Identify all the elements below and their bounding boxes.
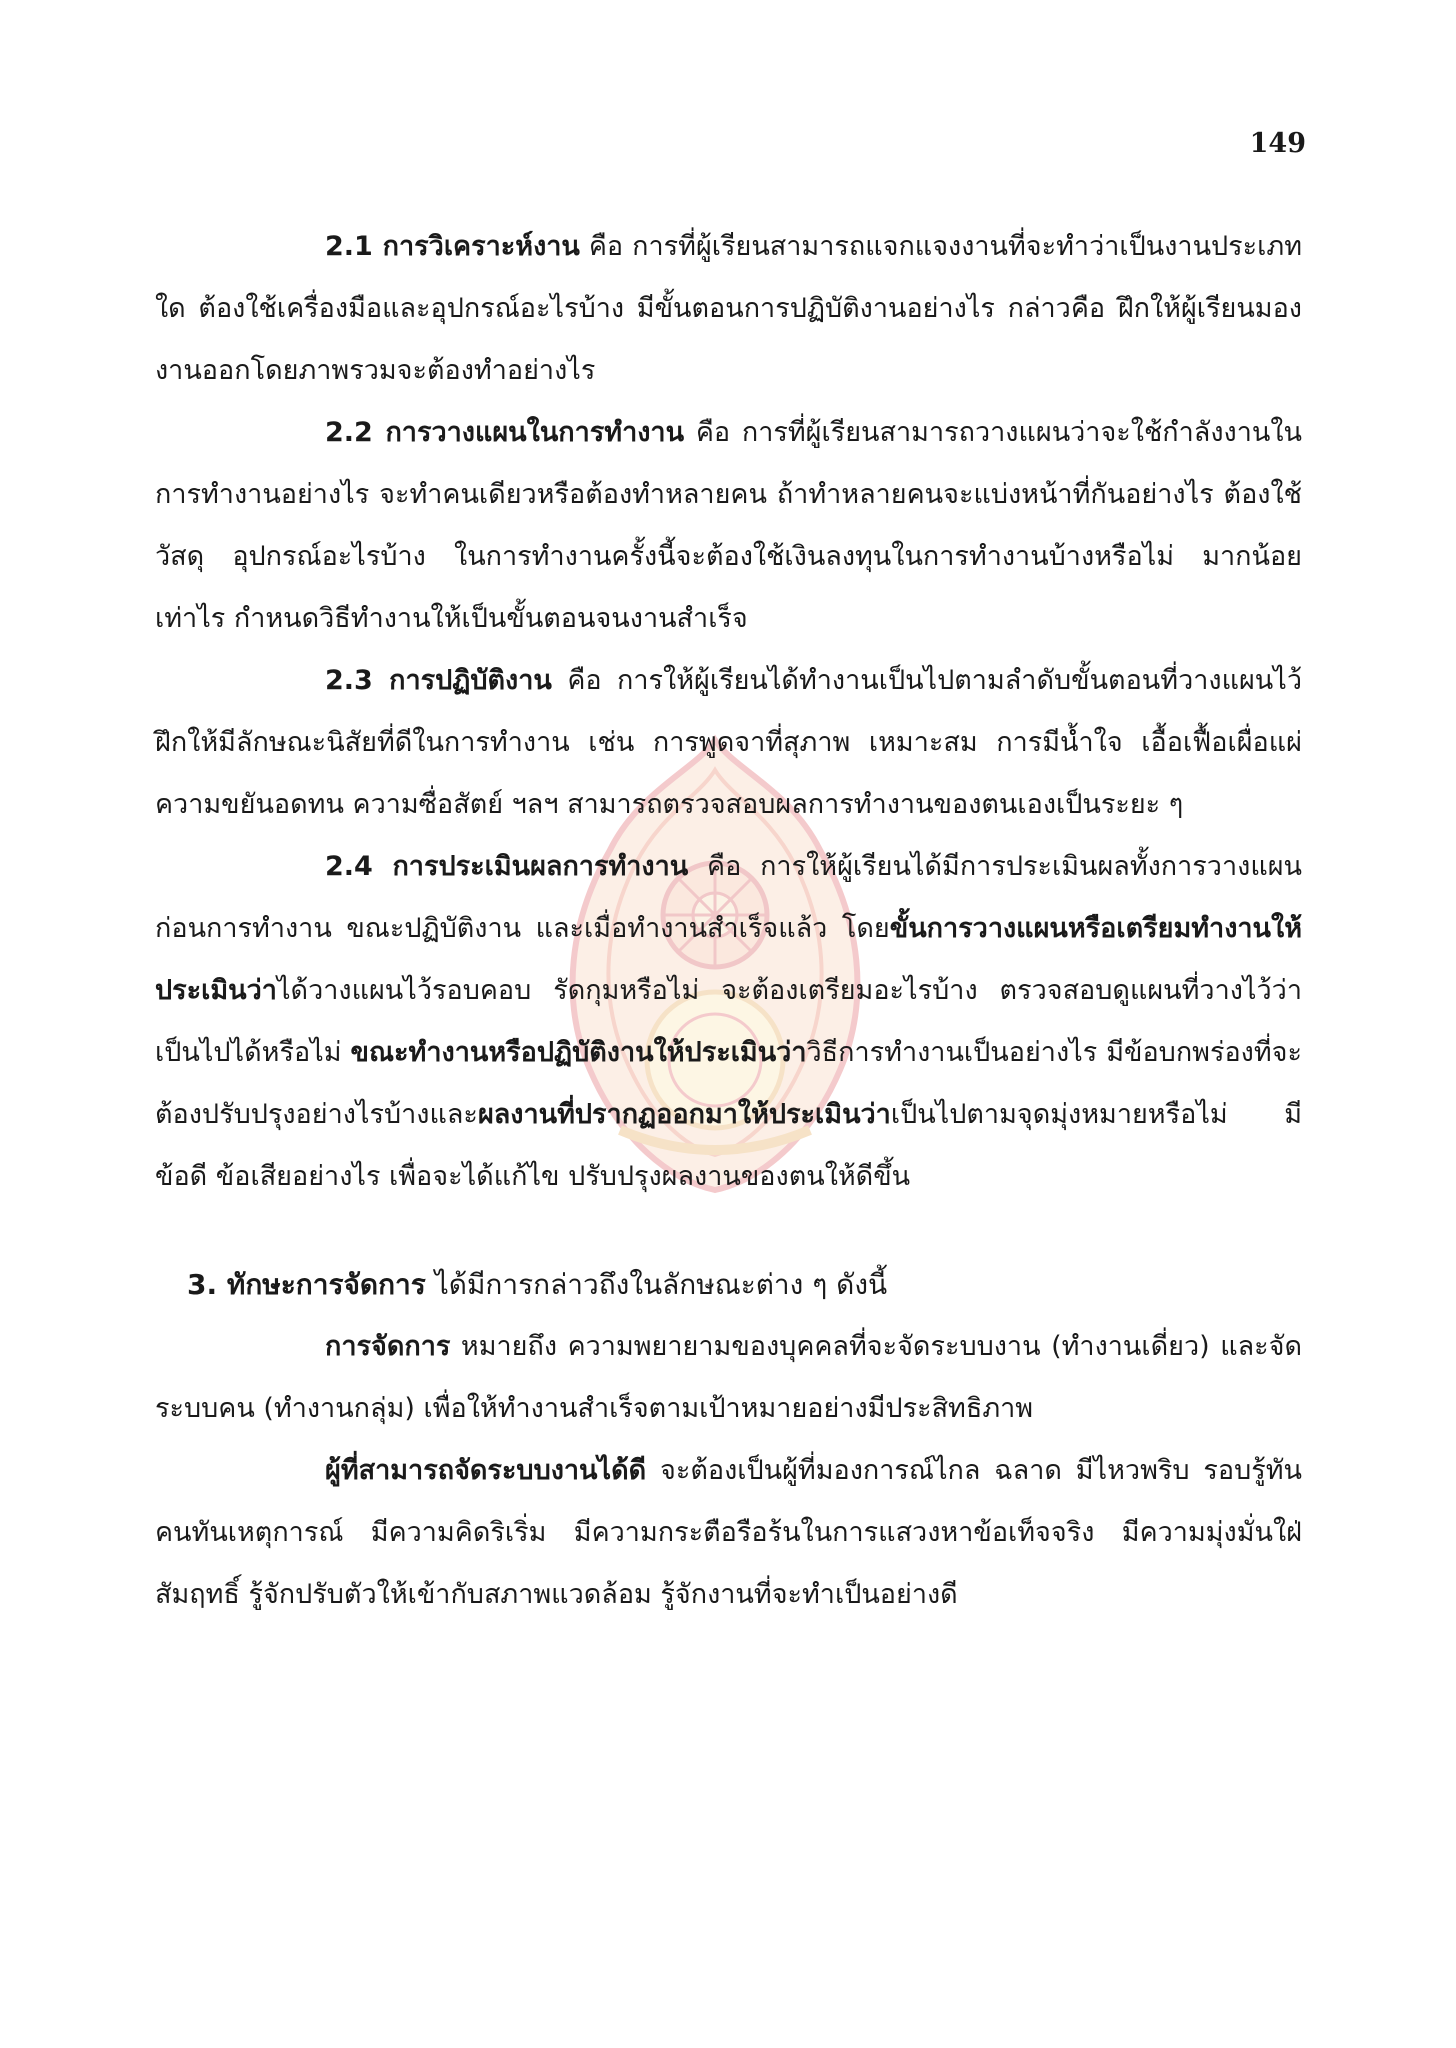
paragraph-text: คือ การให้ผู้เรียนได้มีการประเมินผลทั้งการวางแผนก่อนการทำงาน ขณะปฏิบัติงาน และเมื่อทำงานสำเร็จแล้ว โดย — [155, 851, 1302, 944]
bold-phrase: ขณะทำงานหรือปฏิบัติงานให้ประเมินว่า — [350, 1037, 807, 1068]
section-title: การวางแผนในการทำงาน — [385, 417, 685, 448]
paragraph-text: คือ การให้ผู้เรียนได้ทำงานเป็นไปตามลำดับขั้นตอนที่วางแผนไว้ ฝึกให้มีลักษณะนิสัยที่ดีในการทำงาน เช่น การพูดจาที่สุภาพ เหมาะสม การมีน้ำใจ เอื้อเฟื้อเผื่อแผ่ ความขยันอดทน ความซื่อสัตย์ ฯลฯ สามารถตรวจสอบผลการทำงานของตนเองเป็นระยะ ๆ — [155, 665, 1302, 820]
section-number: 2.2 — [325, 417, 373, 448]
section-number: 2.1 — [325, 231, 373, 262]
section-3-heading — [155, 1254, 1302, 1316]
paragraph-good-organizer — [155, 1440, 1302, 1626]
page-number: 149 — [1249, 128, 1306, 159]
paragraph-2-3 — [155, 650, 1302, 836]
paragraph-text: หมายถึง ความพยายามของบุคคลที่จะจัดระบบงาน (ทำงานเดี่ยว) และจัดระบบคน (ทำงานกลุ่ม) เพื่อให้ทำงานสำเร็จตามเป้าหมายอย่างมีประสิทธิภาพ — [155, 1331, 1302, 1424]
section-title: การปฏิบัติงาน — [389, 665, 552, 696]
paragraph-text: คือ การที่ผู้เรียนสามารถแจกแจงงานที่จะทำว่าเป็นงานประเภทใด ต้องใช้เครื่องมือและอุปกรณ์อะไรบ้าง มีขั้นตอนการปฏิบัติงานอย่างไร กล่าวคือ ฝึกให้ผู้เรียนมองงานออกโดยภาพรวมจะต้องทำอย่างไร — [155, 231, 1302, 386]
paragraph-2-2 — [155, 402, 1302, 650]
section-number: 2.3 — [325, 665, 373, 696]
term-title: ผู้ที่สามารถจัดระบบงานได้ดี — [325, 1455, 647, 1486]
bold-phrase: ขั้นการวางแผนหรือเตรียมทำงานให้ประเมินว่า — [155, 913, 1302, 1006]
paragraph-text: ได้วางแผนไว้รอบคอบ รัดกุมหรือไม่ จะต้องเตรียมอะไรบ้าง ตรวจสอบดูแผนที่วางไว้ว่าเป็นไปได้หรือไม่ — [155, 975, 1302, 1068]
section-title: การประเมินผลการทำงาน — [392, 851, 689, 882]
paragraph-text: จะต้องเป็นผู้ที่มองการณ์ไกล ฉลาด มีไหวพริบ รอบรู้ทันคนทันเหตุการณ์ มีความคิดริเริ่ม มีความกระตือรือร้นในการแสวงหาข้อเท็จจริง มีความมุ่งมั่นใฝ่สัมฤทธิ์ รู้จักปรับตัวให้เข้ากับสภาพแวดล้อม รู้จักงานที่จะทำเป็นอย่างดี — [155, 1455, 1302, 1610]
term-title: การจัดการ — [325, 1331, 451, 1362]
paragraph-text: เป็นไปตามจุดมุ่งหมายหรือไม่ มีข้อดี ข้อเสียอย่างไร เพื่อจะได้แก้ไข ปรับปรุงผลงานของตนให้ดีขึ้น — [155, 1099, 1302, 1192]
section-title: การวิเคราะห์งาน — [382, 231, 580, 262]
document-body — [155, 216, 1302, 1626]
paragraph-text: วิธีการทำงานเป็นอย่างไร มีข้อบกพร่องที่จะต้องปรับปรุงอย่างไรบ้างและ — [155, 1037, 1302, 1130]
section-number: 3. — [187, 1268, 218, 1301]
paragraph-text: คือ การที่ผู้เรียนสามารถวางแผนว่าจะใช้กำลังงานในการทำงานอย่างไร จะทำคนเดียวหรือต้องทำหลายคน ถ้าทำหลายคนจะแบ่งหน้าที่กันอย่างไร ต้องใช้วัสดุ อุปกรณ์อะไรบ้าง ในการทำงานครั้งนี้จะต้องใช้เงินลงทุนในการทำงานบ้างหรือไม่ มากน้อยเท่าไร กำหนดวิธีทำงานให้เป็นขั้นตอนจนงานสำเร็จ — [155, 417, 1302, 634]
paragraph-2-4 — [155, 836, 1302, 1208]
section-number: 2.4 — [325, 851, 373, 882]
section-title: ทักษะการจัดการ — [226, 1268, 426, 1301]
paragraph-2-1 — [155, 216, 1302, 402]
heading-text: ได้มีการกล่าวถึงในลักษณะต่าง ๆ ดังนี้ — [425, 1268, 888, 1301]
bold-phrase: ผลงานที่ปรากฏออกมาให้ประเมินว่า — [477, 1099, 891, 1130]
paragraph-management — [155, 1316, 1302, 1440]
